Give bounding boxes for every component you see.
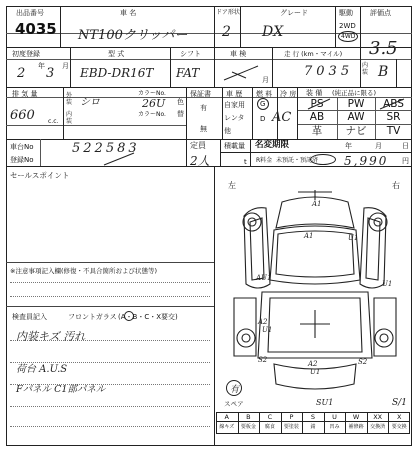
capacity-label: 定員 <box>190 141 206 150</box>
damage-mark: U1 <box>262 326 273 334</box>
rule <box>220 152 412 153</box>
color-no-label: カラーNo. <box>138 90 166 97</box>
legend-code: B <box>246 413 251 421</box>
cc-unit: c.c. <box>48 118 59 125</box>
damage-mark: A2 <box>308 360 318 368</box>
legend-code: XX <box>373 413 383 421</box>
vin-value: 522583 <box>72 141 140 156</box>
rule <box>186 87 187 166</box>
nc-day-label: 日 <box>402 142 409 150</box>
capacity-value: 2人 <box>190 154 210 168</box>
legend-code: W <box>352 413 360 421</box>
first-reg-label: 初度登録 <box>12 50 40 58</box>
damage-mark: U1 <box>382 280 393 288</box>
windshield-circle-mark <box>124 311 134 321</box>
vin-label: 車台No <box>10 143 34 151</box>
nc-month-label: 月 <box>375 142 382 150</box>
legend-desc: 線キズ <box>219 424 235 430</box>
color-text: シロ <box>80 97 100 108</box>
model-value: EBD-DR16T <box>80 66 154 80</box>
rule <box>222 87 223 139</box>
note-line <box>10 426 210 427</box>
note-line <box>10 296 210 297</box>
drive-2wd: 2WD <box>339 22 356 30</box>
interior-label: 内装 <box>362 62 369 76</box>
damage-mark: S2 <box>358 358 368 366</box>
doors-label: ドア形状 <box>216 9 240 16</box>
warranty-none: 無 <box>200 125 207 133</box>
caution-label: ※注意事項記入欄(修復・不具合箇所および状態等) <box>10 267 158 275</box>
rule <box>6 125 186 126</box>
equipment-strike-marks <box>300 98 410 110</box>
first-reg-month: 3 <box>46 66 55 81</box>
fuel-gasoline: G <box>260 100 266 108</box>
legend-desc: 要交換 <box>391 424 407 430</box>
nc-year-label: 年 <box>345 142 352 150</box>
rule <box>6 262 214 263</box>
damage-mark: U1 <box>348 234 359 242</box>
spare-mark: 有 <box>230 385 240 395</box>
legend-desc: 補修跡 <box>348 424 364 430</box>
year-label: 年 <box>38 62 45 70</box>
equip-leather: 革 <box>311 125 323 137</box>
color-change-label: 色替 <box>177 98 184 118</box>
spare-label: スペア <box>224 400 244 408</box>
inspector-note-3: Fパネル C1部パネル <box>16 384 106 395</box>
damage-mark: AU1 <box>256 274 272 282</box>
legend-code: U <box>332 413 337 421</box>
reg-no-strike-mark <box>100 152 140 166</box>
legend-desc: 要塗装 <box>283 424 299 430</box>
damage-mark: A1 <box>312 200 322 208</box>
equipment-label: 装 備 <box>306 89 323 97</box>
rule <box>272 47 273 87</box>
shift-value: FAT <box>176 66 200 80</box>
rule <box>214 6 215 47</box>
exterior-color-label: 外装 <box>66 92 73 106</box>
lot-number: 4035 <box>15 20 57 38</box>
grade-value: DX <box>262 24 284 40</box>
rule <box>6 87 412 88</box>
warranty-has: 有 <box>200 104 207 112</box>
damage-mark: A2 <box>258 318 268 326</box>
rule <box>6 59 412 60</box>
drive-label: 駆動 <box>339 9 353 17</box>
damage-mark: U1 <box>310 368 321 376</box>
legend-desc: 錆 <box>310 424 316 430</box>
lot-label: 出品番号 <box>16 9 44 17</box>
rule <box>240 6 241 47</box>
rule <box>396 59 397 87</box>
model-label: 型 式 <box>108 50 125 58</box>
score-value: 3.5 <box>369 38 398 59</box>
legend-desc: 交換済 <box>370 424 386 430</box>
damage-mark: S/1 <box>392 398 407 408</box>
diagram-right-label: 右 <box>392 181 400 190</box>
rule <box>170 47 171 87</box>
equipment-note: (純正品に限る) <box>332 89 377 97</box>
windshield-options: (A・B・C・X要交) <box>118 313 178 321</box>
warranty-label: 保証書 <box>190 90 211 98</box>
rule <box>6 47 412 48</box>
doors-value: 2 <box>222 24 231 40</box>
rule <box>40 139 41 166</box>
fuel-diesel: D <box>260 115 266 123</box>
inspection-month-label: 月 <box>262 76 269 84</box>
rule <box>214 47 215 87</box>
note-line <box>10 406 210 407</box>
history-private: 自家用 <box>224 101 245 109</box>
load-unit: t <box>244 158 247 166</box>
history-label: 車 歴 <box>226 90 243 98</box>
reg-no-label: 登録No <box>10 156 34 164</box>
mileage-label: 走 行 (km・マイル) <box>284 50 343 58</box>
equip-sr: SR <box>386 111 401 123</box>
mileage-value: 7035 <box>304 64 354 79</box>
diagram-left-label: 左 <box>228 181 236 190</box>
equip-ab: AB <box>309 111 325 123</box>
car-name-label: 車 名 <box>120 9 137 17</box>
interior-score: B <box>378 64 389 80</box>
recycle-circle-mark <box>310 154 336 165</box>
rule <box>6 306 214 307</box>
legend-code: C <box>267 413 273 421</box>
rule <box>220 139 221 166</box>
history-other: 他 <box>224 127 231 135</box>
rule <box>6 139 412 140</box>
equip-aw: AW <box>347 111 365 123</box>
ac-label: 冷 房 <box>280 90 297 98</box>
name-change-label: 名変期限 <box>255 140 290 150</box>
ac-value: AC <box>272 110 292 125</box>
equip-abs: ABS <box>383 98 404 110</box>
shift-label: シフト <box>180 50 201 58</box>
rule <box>360 6 361 87</box>
rule <box>216 421 410 422</box>
recycle-note: 未預託・預託済 <box>276 157 319 164</box>
rule <box>70 47 71 87</box>
legend-desc: 凹み <box>329 424 340 430</box>
sales-point-label: セールスポイント <box>10 171 70 180</box>
displacement-label: 排 気 量 <box>12 90 38 98</box>
rule <box>250 139 251 166</box>
fuel-label: 燃 料 <box>256 90 273 98</box>
inspector-note-1: 内装キズ 汚れ <box>16 330 86 343</box>
interior-color-label: 内装 <box>66 111 73 125</box>
grade-label: グレード <box>280 9 308 17</box>
rule <box>335 6 336 47</box>
equip-ps: PS <box>310 98 324 110</box>
legend-code: X <box>396 413 402 421</box>
inspector-note-2: 荷台 A.U.S <box>16 364 68 375</box>
displacement-value: 660 <box>10 108 35 123</box>
windshield-label: フロントガラス <box>68 313 117 321</box>
legend-code: S <box>310 413 316 421</box>
note-line <box>10 282 210 283</box>
drive-4wd: 4WD <box>341 33 356 40</box>
legend-desc: 要板金 <box>240 424 256 430</box>
legend-code: A <box>224 413 229 421</box>
recycle-unit: 円 <box>402 157 409 165</box>
equip-navi: ナビ <box>345 125 367 137</box>
equip-pw: PW <box>347 98 365 110</box>
color-no-value: 26U <box>142 97 166 110</box>
recycle-amount: 5,990 <box>344 154 389 168</box>
month-label: 月 <box>62 62 69 70</box>
history-rental: レンタ <box>224 114 245 122</box>
inspection-label: 車 検 <box>230 50 247 58</box>
damage-mark: S2 <box>258 356 268 364</box>
recycle-label: R料金 <box>256 157 273 164</box>
damage-mark: SU1 <box>316 398 334 407</box>
legend-desc: 腐食 <box>264 424 275 430</box>
inspector-label: 検査員記入 <box>12 313 47 321</box>
car-name: NT100クリッパー <box>78 28 188 43</box>
rule <box>252 87 253 139</box>
color-no2-label: カラーNo. <box>138 111 166 118</box>
equip-tv: TV <box>386 125 401 137</box>
legend-code: P <box>289 413 294 421</box>
inspection-strike-mark <box>218 62 268 84</box>
first-reg-year: 2 <box>17 66 26 81</box>
rule <box>60 6 61 47</box>
rule <box>63 87 64 139</box>
rule <box>214 166 215 446</box>
damage-mark: A1 <box>304 232 314 240</box>
load-label: 積載量 <box>224 142 245 150</box>
score-label: 評価点 <box>370 9 391 17</box>
